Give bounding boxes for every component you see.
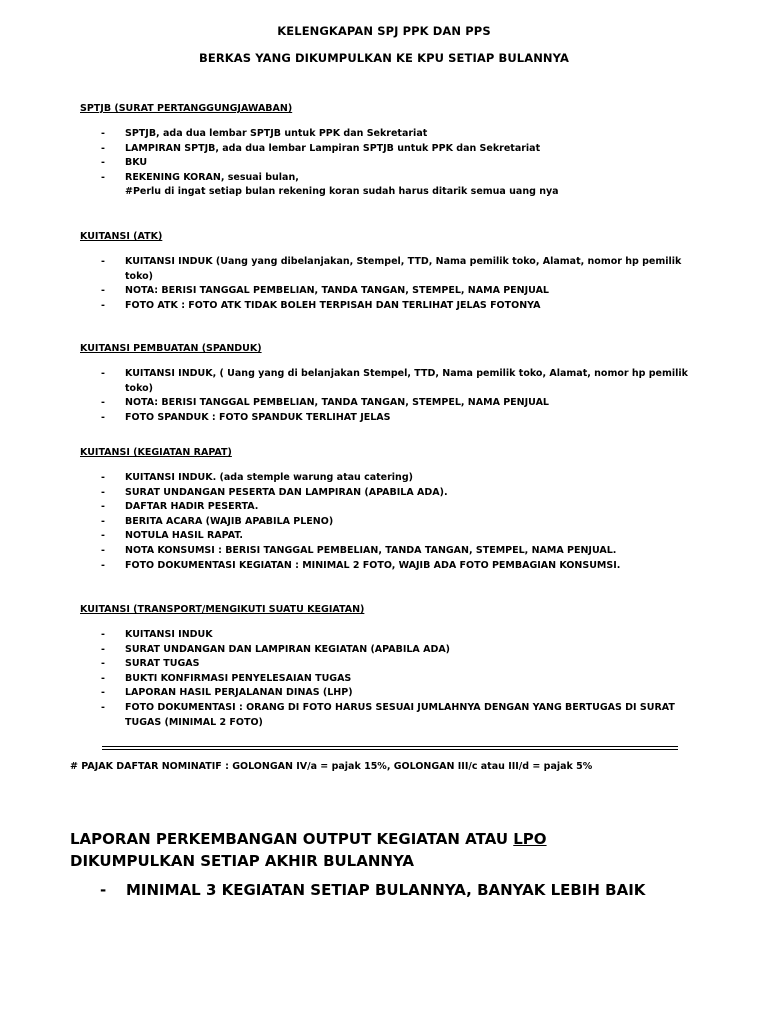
list-item — [80, 255, 690, 284]
list-item — [80, 171, 690, 200]
bullet-dash: - — [101, 299, 105, 311]
list-item — [80, 142, 690, 157]
pajak-note: # PAJAK DAFTAR NOMINATIF : GOLONGAN IV/a = pajak 15%, GOLONGAN III/c atau III/d = pajak 5% — [70, 761, 593, 772]
list-item-text: BERITA ACARA (WAJIB APABILA PLENO) — [125, 515, 334, 527]
lpo-line1-prefix: LAPORAN PERKEMBANGAN OUTPUT KEGIATAN ATAU — [70, 830, 514, 848]
bullet-dash: - — [101, 530, 105, 542]
bullet-dash: - — [101, 256, 105, 267]
list-item — [80, 396, 690, 411]
bullet-dash: - — [101, 687, 105, 699]
list-item — [80, 127, 690, 142]
list-item-text: SURAT UNDANGAN PESERTA DAN LAMPIRAN (APABILA ADA). — [125, 486, 448, 498]
list-item-text: FOTO DOKUMENTASI KEGIATAN : MINIMAL 2 FOTO, WAJIB ADA FOTO PEMBAGIAN KONSUMSI. — [125, 559, 621, 571]
list-item — [80, 529, 690, 544]
bullet-dash: - — [101, 472, 105, 483]
list-item-text: NOTA KONSUMSI : BERISI TANGGAL PEMBELIAN, TANDA TANGAN, STEMPEL, NAMA PENJUAL. — [125, 544, 617, 556]
bullet-dash: - — [101, 559, 105, 571]
page-title: KELENGKAPAN SPJ PPK DAN PPS — [277, 24, 491, 38]
list-item — [80, 515, 690, 530]
section-heading: KUITANSI (KEGIATAN RAPAT) — [80, 447, 232, 458]
section-kuitansi-transport — [80, 604, 690, 730]
rekening-note: #Perlu di ingat setiap bulan rekening koran sudah harus ditarik semua uang nya — [125, 186, 559, 198]
bullet-dash: - — [101, 629, 105, 640]
section-heading: KUITANSI (ATK) — [80, 231, 163, 242]
list-item — [80, 672, 690, 687]
bullet-dash: - — [101, 171, 105, 183]
bullet-dash: - — [101, 368, 105, 379]
list-item-text: REKENING KORAN, sesuai bulan, — [125, 171, 299, 183]
list-item — [80, 486, 690, 501]
bullet-dash: - — [101, 285, 105, 297]
list-item — [80, 411, 690, 426]
bullet-dash: - — [101, 157, 105, 169]
list-item-text: LAMPIRAN SPTJB, ada dua lembar Lampiran SPTJB untuk PPK dan Sekretariat — [125, 142, 541, 154]
bullet-dash: - — [101, 411, 105, 423]
list-item — [80, 701, 690, 730]
minimal-kegiatan-item — [100, 880, 720, 900]
lpo-line2: DIKUMPULKAN SETIAP AKHIR BULANNYA — [70, 852, 414, 870]
list-item-text: BKU — [125, 157, 148, 169]
bullet-dash: - — [101, 672, 105, 684]
list-item-text: FOTO ATK : FOTO ATK TIDAK BOLEH TERPISAH DAN TERLIHAT JELAS FOTONYA — [125, 299, 541, 311]
bullet-dash: - — [100, 881, 107, 899]
list-item-text: SURAT UNDANGAN DAN LAMPIRAN KEGIATAN (APABILA ADA) — [125, 643, 451, 655]
section-sptjb — [80, 103, 690, 200]
section-heading: KUITANSI PEMBUATAN (SPANDUK) — [80, 343, 262, 354]
list-item — [80, 643, 690, 658]
list-item-text: KUITANSI INDUK, ( Uang yang di belanjakan Stempel, TTD, Nama pemilik toko, Alamat, nomor hp pemilik toko) — [125, 368, 688, 394]
list-item — [80, 544, 690, 559]
list-item — [80, 471, 690, 486]
list-item-text: DAFTAR HADIR PESERTA. — [125, 501, 259, 513]
bullet-dash: - — [101, 142, 105, 154]
section-heading: SPTJB (SURAT PERTANGGUNGJAWABAN) — [80, 103, 293, 114]
lpo-heading — [70, 828, 710, 872]
list-item-text: KUITANSI INDUK. (ada stemple warung atau catering) — [125, 472, 413, 483]
bullet-dash: - — [101, 658, 105, 670]
list-item-text: NOTA: BERISI TANGGAL PEMBELIAN, TANDA TANGAN, STEMPEL, NAMA PENJUAL — [125, 285, 549, 297]
bullet-dash: - — [101, 501, 105, 513]
bullet-dash: - — [101, 128, 105, 139]
page-subtitle: BERKAS YANG DIKUMPULKAN KE KPU SETIAP BULANNYA — [199, 51, 569, 65]
minimal-kegiatan-text: MINIMAL 3 KEGIATAN SETIAP BULANNYA, BANYAK LEBIH BAIK — [126, 881, 646, 899]
list-item — [80, 500, 690, 515]
list-item-text: NOTULA HASIL RAPAT. — [125, 530, 243, 542]
bullet-dash: - — [101, 397, 105, 409]
list-item-text: SPTJB, ada dua lembar SPTJB untuk PPK dan Sekretariat — [125, 128, 428, 139]
list-item — [80, 284, 690, 299]
list-item-text: KUITANSI INDUK — [125, 629, 213, 640]
list-item — [80, 657, 690, 672]
list-item-text: KUITANSI INDUK (Uang yang dibelanjakan, Stempel, TTD, Nama pemilik toko, Alamat, nomor hp pemilik toko) — [125, 256, 682, 282]
bullet-dash: - — [101, 515, 105, 527]
item-list — [80, 471, 690, 573]
list-item — [80, 559, 690, 574]
list-item-text: BUKTI KONFIRMASI PENYELESAIAN TUGAS — [125, 672, 352, 684]
item-list — [80, 628, 690, 730]
list-item-text: FOTO DOKUMENTASI : ORANG DI FOTO HARUS SESUAI JUMLAHNYA DENGAN YANG BERTUGAS DI SURAT TUGAS (MINIMAL 2 FOTO) — [125, 701, 675, 728]
bullet-dash: - — [101, 643, 105, 655]
item-list — [80, 127, 690, 200]
bullet-dash: - — [101, 486, 105, 498]
section-kuitansi-rapat — [80, 447, 690, 573]
list-item-text: LAPORAN HASIL PERJALANAN DINAS (LHP) — [125, 687, 353, 699]
item-list — [80, 367, 690, 425]
list-item — [80, 686, 690, 701]
lpo-abbreviation: LPO — [513, 830, 547, 848]
bullet-dash: - — [101, 701, 105, 713]
list-item — [80, 628, 690, 643]
list-item — [80, 156, 690, 171]
section-kuitansi-spanduk — [80, 343, 690, 425]
list-item-text: NOTA: BERISI TANGGAL PEMBELIAN, TANDA TANGAN, STEMPEL, NAMA PENJUAL — [125, 397, 549, 409]
double-rule-divider — [102, 746, 678, 750]
list-item-text: FOTO SPANDUK : FOTO SPANDUK TERLIHAT JELAS — [125, 411, 391, 423]
section-heading: KUITANSI (TRANSPORT/MENGIKUTI SUATU KEGIATAN) — [80, 604, 365, 615]
section-kuitansi-atk — [80, 231, 690, 313]
list-item-text: SURAT TUGAS — [125, 658, 200, 670]
item-list — [80, 255, 690, 313]
bullet-dash: - — [101, 544, 105, 556]
list-item — [80, 299, 690, 314]
list-item — [80, 367, 690, 396]
